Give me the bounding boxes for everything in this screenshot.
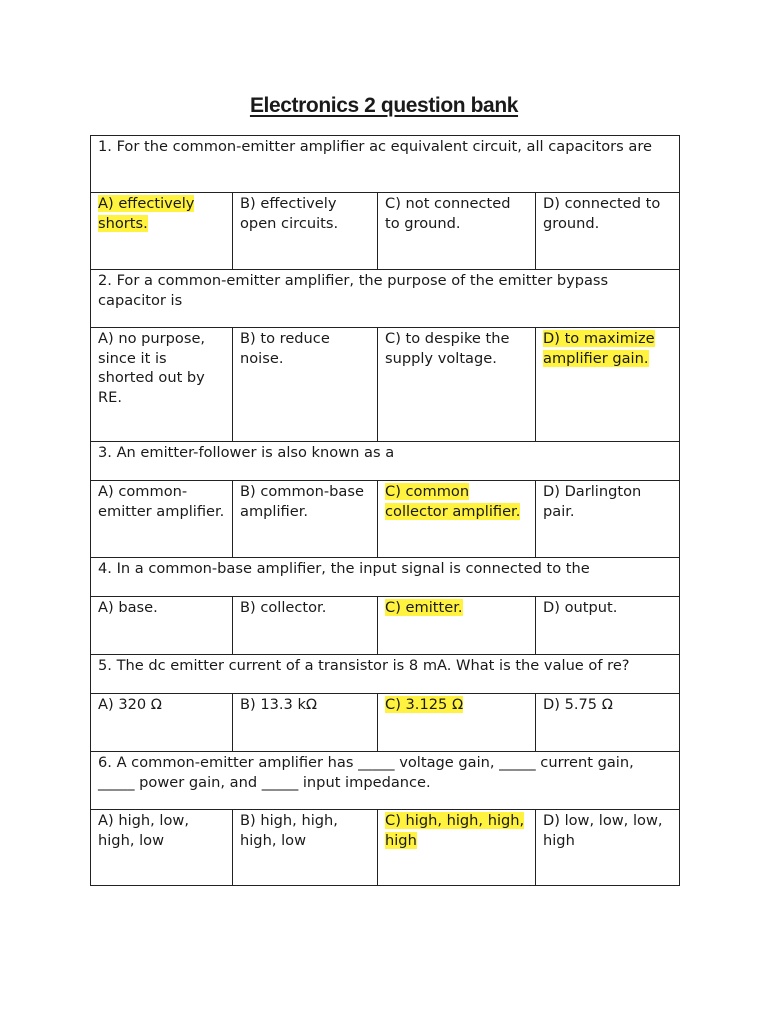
question-row xyxy=(91,136,680,193)
answer-highlight: C) high, high, high, high xyxy=(385,812,525,849)
question-table xyxy=(90,135,680,886)
question-row xyxy=(91,442,680,481)
option-a xyxy=(91,193,233,270)
answer-highlight: C) common collector amplifier. xyxy=(385,483,521,520)
options-row xyxy=(91,810,680,886)
option-a: A) common-emitter amplifier. xyxy=(91,481,233,558)
option-a: A) no purpose, since it is shorted out by RE. xyxy=(91,328,233,442)
question-text: 5. The dc emitter current of a transistor is 8 mA. What is the value of re? xyxy=(91,655,680,694)
answer-highlight: A) effectively shorts. xyxy=(98,195,195,232)
option-b: B) collector. xyxy=(233,597,378,655)
option-c: C) not connected to ground. xyxy=(378,193,536,270)
option-a: A) 320 Ω xyxy=(91,694,233,752)
answer-highlight: C) emitter. xyxy=(385,599,463,616)
option-d: D) connected to ground. xyxy=(536,193,680,270)
question-text: 6. A common-emitter amplifier has _____ voltage gain, _____ current gain, _____ power gain, and _____ input impedance. xyxy=(91,752,680,810)
option-d: D) low, low, low, high xyxy=(536,810,680,886)
options-row xyxy=(91,193,680,270)
answer-highlight: D) to maximize amplifier gain. xyxy=(543,330,655,367)
question-text: 1. For the common-emitter amplifier ac equivalent circuit, all capacitors are xyxy=(91,136,680,193)
question-row xyxy=(91,558,680,597)
answer-highlight: C) 3.125 Ω xyxy=(385,696,464,713)
option-b: B) common-base amplifier. xyxy=(233,481,378,558)
option-b: B) high, high, high, low xyxy=(233,810,378,886)
option-b: B) effectively open circuits. xyxy=(233,193,378,270)
option-a: A) base. xyxy=(91,597,233,655)
question-row xyxy=(91,655,680,694)
question-text: 3. An emitter-follower is also known as a xyxy=(91,442,680,481)
option-c xyxy=(378,694,536,752)
question-text: 4. In a common-base amplifier, the input signal is connected to the xyxy=(91,558,680,597)
option-c xyxy=(378,597,536,655)
option-b: B) 13.3 kΩ xyxy=(233,694,378,752)
question-row xyxy=(91,752,680,810)
option-c: C) to despike the supply voltage. xyxy=(378,328,536,442)
question-row xyxy=(91,270,680,328)
options-row xyxy=(91,694,680,752)
option-d: D) output. xyxy=(536,597,680,655)
options-row xyxy=(91,328,680,442)
option-b: B) to reduce noise. xyxy=(233,328,378,442)
option-d xyxy=(536,328,680,442)
option-a: A) high, low, high, low xyxy=(91,810,233,886)
option-c xyxy=(378,481,536,558)
option-c xyxy=(378,810,536,886)
option-d: D) 5.75 Ω xyxy=(536,694,680,752)
page-title: Electronics 2 question bank xyxy=(249,94,519,117)
option-d: D) Darlington pair. xyxy=(536,481,680,558)
question-text: 2. For a common-emitter amplifier, the purpose of the emitter bypass capacitor is xyxy=(91,270,680,328)
options-row xyxy=(91,597,680,655)
options-row xyxy=(91,481,680,558)
